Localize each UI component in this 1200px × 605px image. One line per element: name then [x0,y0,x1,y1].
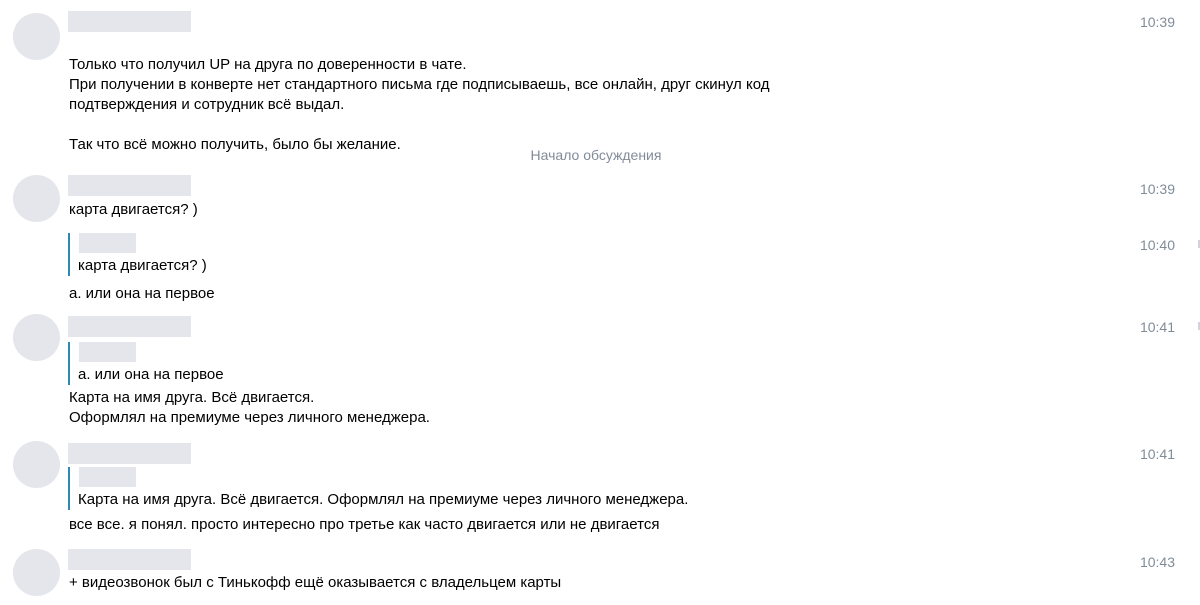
message-time: 10:39 [1139,181,1175,197]
message-text: карта двигается? ) [69,201,198,218]
message-time: 10:41 [1139,446,1175,462]
avatar[interactable] [13,314,60,361]
quoted-text: а. или она на первое [78,366,224,383]
author-name-redacted[interactable] [68,549,191,570]
avatar[interactable] [13,441,60,488]
quoted-message[interactable] [68,342,224,385]
message-time: 10:40 [1139,237,1175,253]
quoted-author-redacted [79,342,136,362]
quoted-author-redacted [79,233,136,253]
message-time: 10:39 [1139,14,1175,30]
quoted-message[interactable] [68,233,207,276]
quoted-author-redacted [79,467,136,487]
message-text: а. или она на первое [69,285,215,302]
avatar[interactable] [13,175,60,222]
message-text-content: Только что получил UP на друга по доверенности в чате. При получении в конверте нет стандартного письма где подписываешь, все онлайн, друг скинул код подтверждения и сотрудник всё выдал. Так что всё можно получить, было бы желание. [69,56,770,153]
quoted-text: карта двигается? ) [78,257,207,274]
discussion-start-divider: Начало обсуждения [530,147,662,163]
message-text: все все. я понял. просто интересно про третье как часто двигается или не двигается [69,516,660,533]
message-text [69,35,839,155]
quoted-message[interactable] [68,467,688,510]
author-name-redacted[interactable] [68,316,191,337]
quoted-text: Карта на имя друга. Всё двигается. Оформлял на премиуме через личного менеджера. [78,491,689,508]
author-name-redacted[interactable] [68,443,191,464]
message-time: 10:41 [1139,319,1175,335]
author-name-redacted[interactable] [68,175,191,196]
message-text: Карта на имя друга. Всё двигается. Оформлял на премиуме через личного менеджера. [69,389,430,426]
avatar[interactable] [13,549,60,596]
author-name-redacted[interactable] [68,11,191,32]
message-text: + видеозвонок был с Тинькофф ещё оказывается с владельцем карты [69,574,562,591]
message-time: 10:43 [1139,554,1175,570]
avatar[interactable] [13,13,60,60]
